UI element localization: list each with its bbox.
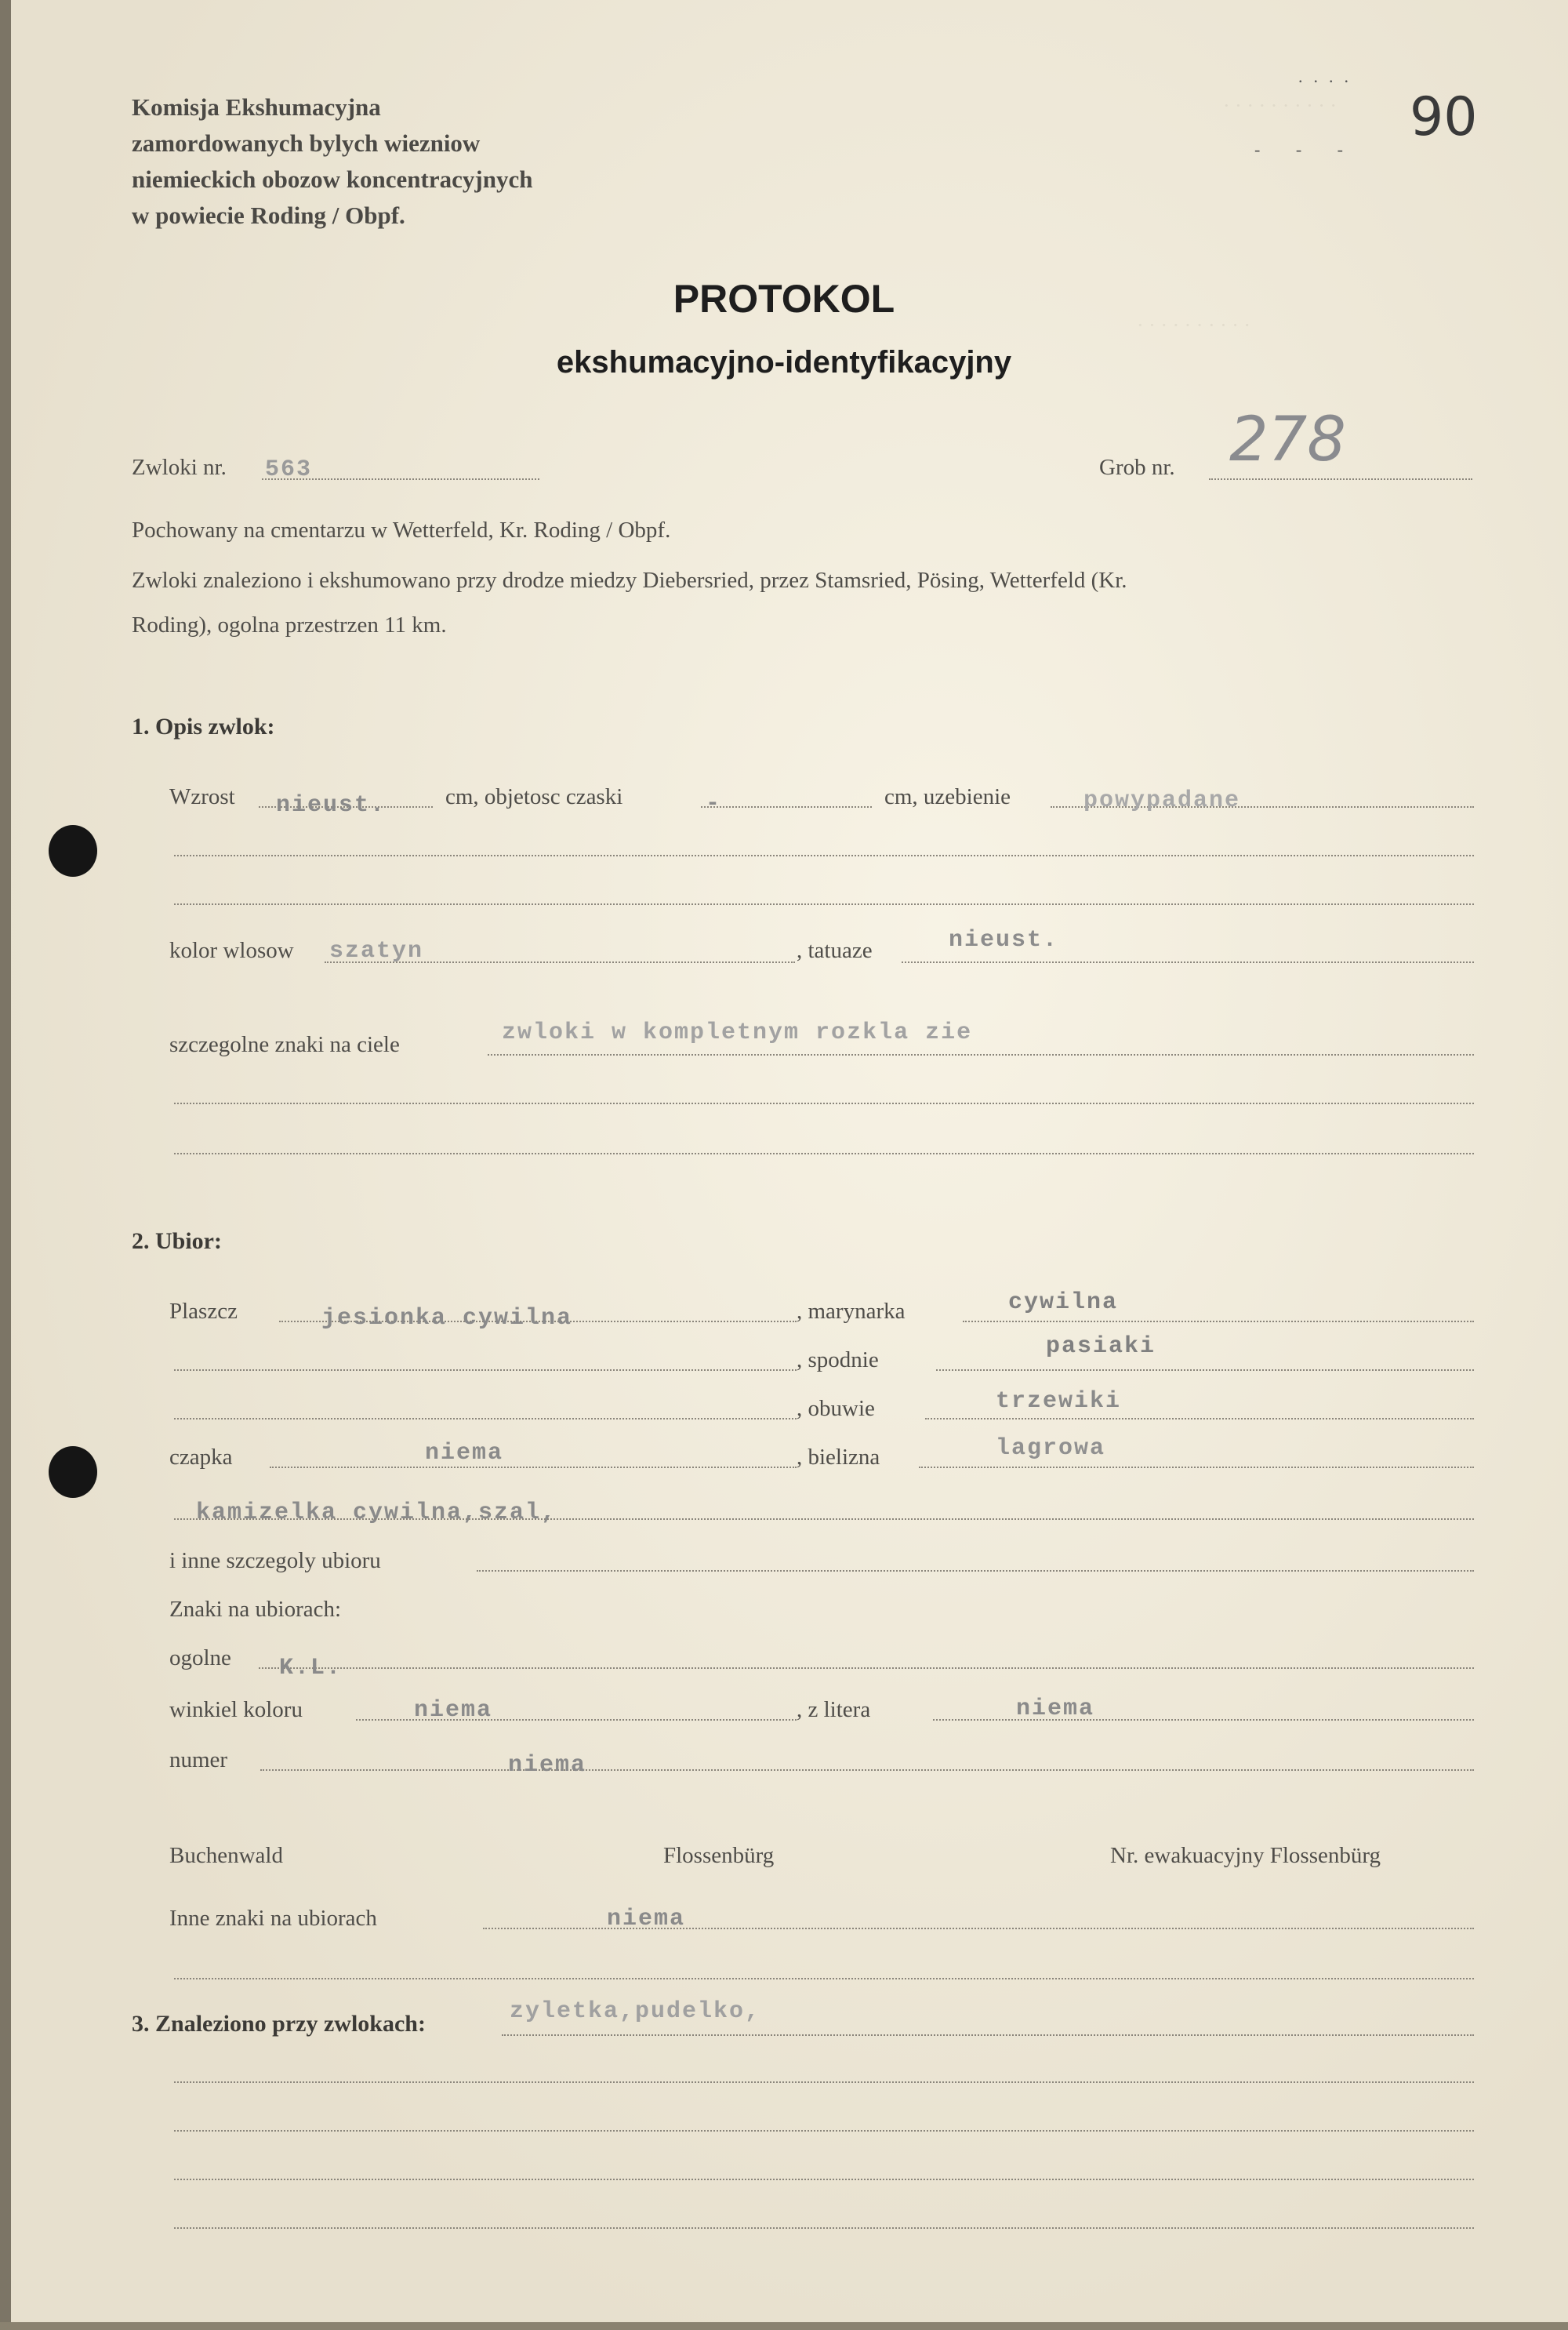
grave-number-line — [1209, 478, 1472, 480]
document-subtitle: ekshumacyjno-identyfikacyjny — [556, 345, 1012, 380]
letter-line — [933, 1719, 1474, 1721]
letter-value: niema — [1016, 1696, 1095, 1722]
skull-volume-label: cm, objetosc czaski — [445, 784, 623, 809]
bleed-through-text: · · · · · · · · · · — [1223, 94, 1338, 117]
jacket-value: cywilna — [1008, 1289, 1119, 1316]
blank-line — [174, 855, 1474, 856]
shoes-line — [925, 1418, 1474, 1419]
letter-label: , z litera — [797, 1697, 871, 1722]
camp-flossenburg: Flossenbürg — [663, 1843, 775, 1868]
blank-line — [174, 1518, 1474, 1520]
commission-name-line-2: zamordowanych bylych wiezniow — [132, 129, 481, 157]
blank-line — [174, 2130, 1474, 2132]
triangle-color-label: winkiel koloru — [169, 1697, 303, 1722]
underwear-label: , bielizna — [797, 1445, 880, 1470]
blank-line — [174, 2179, 1474, 2180]
grave-number-value: 278 — [1229, 405, 1346, 475]
cap-value: niema — [425, 1440, 504, 1467]
commission-name-line-3: niemieckich obozow koncentracyjnych — [132, 165, 533, 193]
general-marks-label: ogolne — [169, 1645, 231, 1670]
general-marks-line — [259, 1667, 1474, 1669]
skull-volume-line — [701, 806, 872, 808]
commission-name-line-1: Komisja Ekshumacyjna — [132, 93, 381, 121]
jacket-label: , marynarka — [797, 1299, 906, 1324]
blank-line — [174, 1103, 1474, 1104]
cap-label: czapka — [169, 1445, 233, 1470]
teeth-value: powypadane — [1083, 787, 1241, 814]
other-marks-label: Inne znaki na ubiorach — [169, 1906, 377, 1931]
coat-value: jesionka cywilna — [321, 1305, 573, 1332]
trousers-label: , spodnie — [797, 1347, 879, 1372]
burial-place-text: Pochowany na cmentarzu w Wetterfeld, Kr. Roding / Obpf. — [132, 518, 671, 543]
body-marks-value: zwloki w kompletnym rozkla zie — [502, 1020, 973, 1046]
hair-color-label: kolor wlosow — [169, 938, 294, 963]
jacket-line — [963, 1321, 1474, 1322]
blank-line — [174, 2227, 1474, 2229]
body-number-value: 563 — [265, 456, 313, 483]
other-marks-value: niema — [607, 1906, 686, 1932]
commission-name-line-4: w powiecie Roding / Obpf. — [132, 202, 405, 229]
number-value: niema — [508, 1752, 587, 1779]
found-location-line-2: Roding), ogolna przestrzen 11 km. — [132, 612, 447, 638]
blank-line — [174, 2081, 1474, 2083]
number-line — [260, 1769, 1474, 1771]
number-label: numer — [169, 1747, 228, 1772]
blank-line — [174, 1153, 1474, 1154]
blank-line — [174, 1418, 797, 1419]
blank-line — [174, 1978, 1474, 1979]
document-title: PROTOKOL — [673, 277, 895, 321]
coat-label: Plaszcz — [169, 1299, 238, 1324]
general-marks-value: K.L. — [279, 1655, 343, 1681]
camp-buchenwald: Buchenwald — [169, 1843, 283, 1868]
section-2-heading: 2. Ubior: — [132, 1228, 222, 1254]
clothing-marks-label: Znaki na ubiorach: — [169, 1597, 342, 1622]
blank-line — [174, 903, 1474, 905]
bleed-through-text: · · · · · · · · · · — [1137, 314, 1251, 336]
other-clothing-line — [477, 1570, 1474, 1572]
trousers-value: pasiaki — [1046, 1333, 1156, 1360]
grave-number-label: Grob nr. — [1099, 455, 1175, 480]
found-location-line-1: Zwloki znaleziono i ekshumowano przy drodze miedzy Diebersried, przez Stamsried, Pösing, Wetterfeld (Kr. — [132, 568, 1127, 593]
shoes-value: trzewiki — [996, 1388, 1122, 1415]
punch-hole — [49, 1446, 97, 1498]
punch-hole — [49, 825, 97, 877]
height-value: nieust. — [276, 792, 387, 819]
pencil-dashes: - - - — [1254, 140, 1359, 159]
section-1-heading: 1. Opis zwlok: — [132, 714, 275, 740]
tattoos-line — [902, 961, 1474, 963]
section-3-heading: 3. Znaleziono przy zwlokach: — [132, 2011, 426, 2037]
evacuation-number-label: Nr. ewakuacyjny Flossenbürg — [1110, 1843, 1381, 1868]
blank-line — [174, 1369, 797, 1371]
shoes-label: , obuwie — [797, 1396, 875, 1421]
pencil-dots: .... — [1298, 67, 1359, 86]
body-marks-label: szczegolne znaki na ciele — [169, 1032, 400, 1057]
triangle-color-value: niema — [414, 1697, 493, 1724]
height-label: Wzrost — [169, 784, 235, 809]
body-number-label: Zwloki nr. — [132, 455, 227, 480]
other-clothing-value: kamizelka cywilna,szal, — [196, 1499, 557, 1526]
found-items-value: zyletka,pudelko, — [510, 1998, 761, 2025]
underwear-value: lagrowa — [996, 1435, 1106, 1462]
other-clothing-label: i inne szczegoly ubioru — [169, 1548, 381, 1573]
cap-line — [270, 1467, 797, 1468]
hair-color-value: szatyn — [329, 938, 424, 965]
skull-volume-value: - — [706, 791, 722, 817]
page-number: 90 — [1410, 86, 1478, 148]
tattoos-value: nieust. — [949, 927, 1059, 954]
underwear-line — [919, 1467, 1474, 1468]
found-items-line — [502, 2034, 1474, 2036]
body-marks-line — [488, 1054, 1474, 1056]
tattoos-label: , tatuaze — [797, 938, 873, 963]
trousers-line — [936, 1369, 1474, 1371]
page-edge-shadow-bottom — [0, 2322, 1568, 2330]
teeth-label: cm, uzebienie — [884, 784, 1011, 809]
